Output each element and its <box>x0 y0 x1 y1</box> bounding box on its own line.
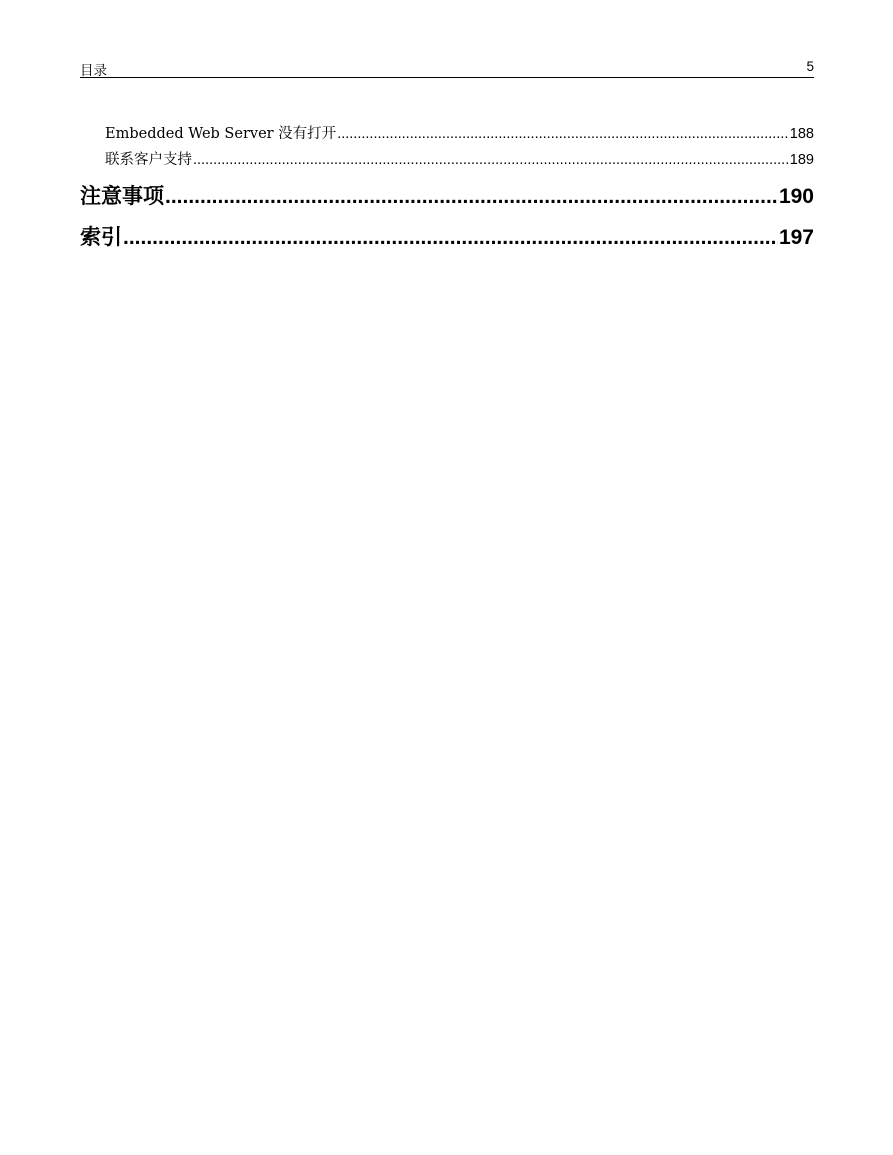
toc-dot-leader <box>123 223 778 253</box>
page-header <box>80 58 814 78</box>
toc-entry-page: 197 <box>778 226 814 249</box>
toc-entry-label: 索引 <box>80 224 122 249</box>
toc-entry-notices[interactable] <box>80 181 814 216</box>
toc-dot-leader <box>337 123 789 145</box>
toc-entry-page: 190 <box>778 185 814 208</box>
toc-entry-contact-support[interactable] <box>80 149 814 175</box>
toc-dot-leader <box>165 182 778 212</box>
toc-entry-label: Embedded Web Server 没有打开 <box>105 126 337 142</box>
toc-entry-index[interactable] <box>80 222 814 257</box>
toc-entry-page: 189 <box>789 152 814 168</box>
header-title: 目录 <box>80 63 107 79</box>
toc-entry-label: 联系客户支持 <box>105 152 192 168</box>
toc-dot-leader <box>193 149 789 171</box>
toc-entry-page: 188 <box>789 126 814 142</box>
header-page-number: 5 <box>806 59 814 74</box>
toc-entry-embedded-web-server[interactable] <box>80 123 814 149</box>
toc-entry-label: 注意事项 <box>80 183 164 208</box>
table-of-contents <box>80 123 814 257</box>
